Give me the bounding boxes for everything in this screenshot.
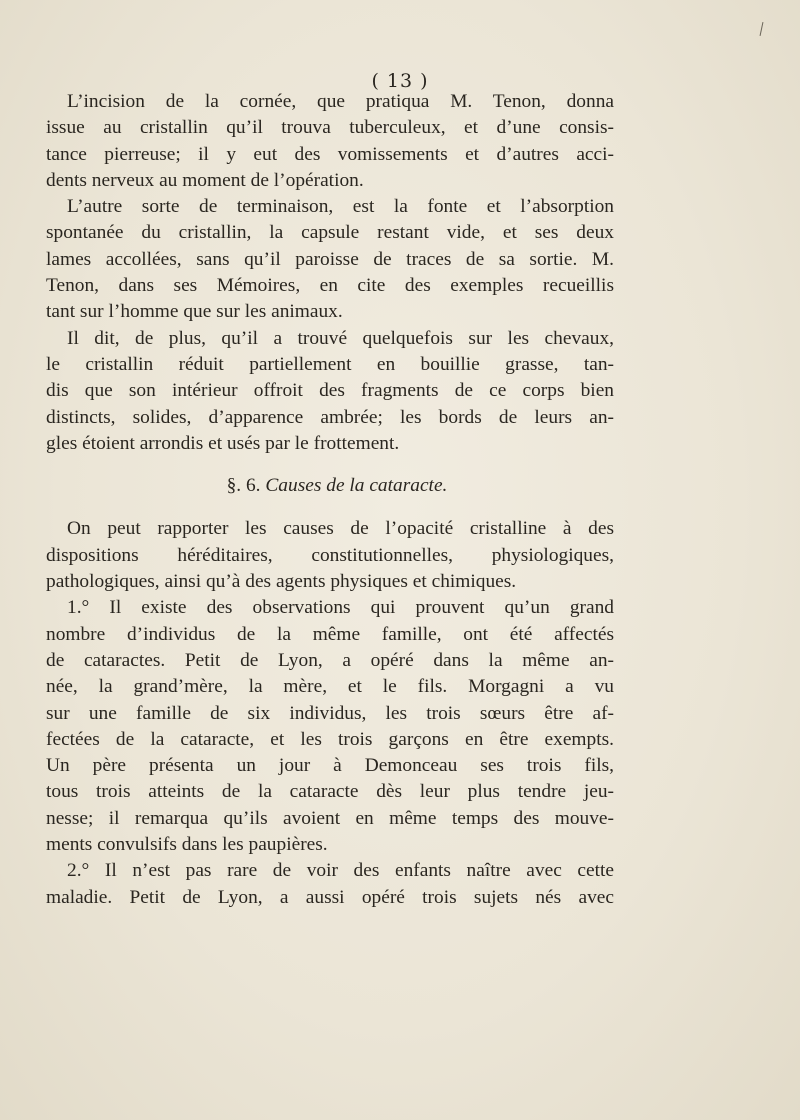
text-line	[46, 674, 614, 700]
text-line	[46, 727, 614, 753]
section-number: §. 6.	[226, 475, 261, 497]
text-line-content: Un père présenta un jour à Demonceau ses trois fils,	[46, 755, 614, 777]
text-line-content: ments convulsifs dans les paupières.	[46, 834, 328, 856]
text-line-content: pathologiques, ainsi qu’à des agents physiques et chimiques.	[46, 571, 517, 593]
margin-pencil-mark	[760, 22, 764, 36]
text-line-content: L’incision de la cornée, que pratiqua M. Tenon, donna	[67, 91, 614, 112]
text-line-content: dispositions héréditaires, constitutionnelles, physiologiques,	[46, 544, 614, 566]
page-number: ( 13 )	[371, 70, 429, 92]
text-line	[46, 299, 614, 325]
text-line	[46, 194, 614, 220]
text-line	[46, 378, 614, 404]
text-line-content: Tenon, dans ses Mémoires, en cite des exemples recueillis	[46, 275, 614, 297]
body-text	[46, 89, 614, 911]
text-line	[46, 352, 614, 378]
section-heading	[46, 473, 614, 499]
paragraph-group-2	[46, 516, 614, 910]
text-line-content: Il dit, de plus, qu’il a trouvé quelquefois sur les chevaux,	[67, 327, 614, 349]
text-line	[46, 885, 614, 911]
text-line-content: nombre d’individus de la même famille, ont été affectés	[46, 623, 614, 645]
text-line	[46, 832, 614, 858]
text-line-content: 1.° Il existe des observations qui prouvent qu’un grand	[67, 597, 614, 619]
text-line	[46, 569, 614, 595]
text-line-content: dents nerveux au moment de l’opération.	[46, 169, 364, 191]
text-line-content: de cataractes. Petit de Lyon, a opéré dans la même an-	[46, 649, 614, 671]
text-line	[46, 858, 614, 884]
text-line-content: tant sur l’homme que sur les animaux.	[46, 301, 343, 323]
text-line	[46, 516, 614, 542]
text-line-content: issue au cristallin qu’il trouva tuberculeux, et d’une consis-	[46, 117, 614, 139]
text-line-content: nesse; il remarqua qu’ils avoient en même temps des mouve-	[46, 807, 614, 829]
text-line-content: maladie. Petit de Lyon, a aussi opéré trois sujets nés avec	[46, 886, 614, 908]
text-line-content: née, la grand’mère, la mère, et le fils. Morgagni a vu	[46, 676, 614, 698]
text-line	[46, 247, 614, 273]
text-line	[46, 115, 614, 141]
text-line-content: 2.° Il n’est pas rare de voir des enfants naître avec cette	[67, 860, 614, 882]
text-line	[46, 595, 614, 621]
text-line	[46, 220, 614, 246]
text-line	[46, 701, 614, 727]
text-line-content: le cristallin réduit partiellement en bouillie grasse, tan-	[46, 353, 614, 375]
text-line-content: L’autre sorte de terminaison, est la fonte et l’absorption	[67, 196, 614, 218]
text-line-content: distincts, solides, d’apparence ambrée; les bords de leurs an-	[46, 406, 614, 428]
text-line	[46, 543, 614, 569]
text-line-content: spontanée du cristallin, la capsule restant vide, et ses deux	[46, 222, 614, 244]
text-line	[46, 648, 614, 674]
paragraph-group-1	[46, 89, 614, 457]
section-title: Causes de la cataracte.	[265, 475, 448, 497]
text-line-content: dis que son intérieur offroit des fragments de ce corps bien	[46, 380, 614, 402]
text-line	[46, 806, 614, 832]
text-line-content: gles étoient arrondis et usés par le frottement.	[46, 432, 400, 454]
text-line	[46, 405, 614, 431]
text-line	[46, 326, 614, 352]
text-line-content: tance pierreuse; il y eut des vomissements et d’autres acci-	[46, 143, 614, 165]
text-line	[46, 753, 614, 779]
text-line	[46, 142, 614, 168]
text-line	[46, 273, 614, 299]
text-line	[46, 622, 614, 648]
text-line-content: fectées de la cataracte, et les trois garçons en être exempts.	[46, 728, 614, 750]
text-line	[46, 89, 614, 115]
text-line	[46, 431, 614, 457]
text-line	[46, 779, 614, 805]
text-line-content: lames accollées, sans qu’il paroisse de traces de sa sortie. M.	[46, 248, 614, 270]
text-line	[46, 168, 614, 194]
text-line-content: tous trois atteints de la cataracte dès leur plus tendre jeu-	[46, 781, 614, 803]
text-line-content: On peut rapporter les causes de l’opacité cristalline à des	[67, 518, 614, 540]
text-line-content: sur une famille de six individus, les trois sœurs être af-	[46, 702, 614, 724]
